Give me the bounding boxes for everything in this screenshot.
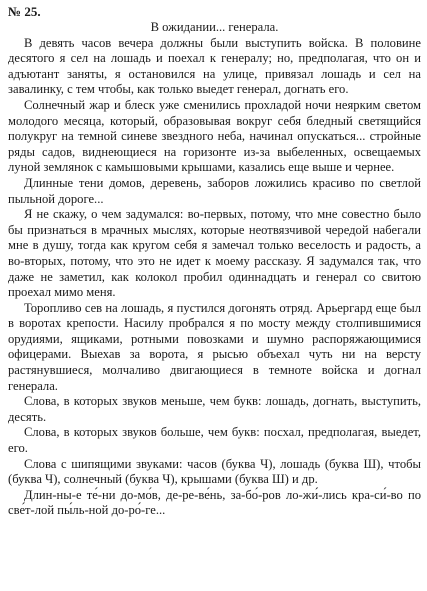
task-answer-fewer-sounds: Слова, в которых звуков меньше, чем букв: лошадь, догнать, выступить, десять.: [8, 394, 421, 424]
exercise-number: № 25.: [8, 4, 41, 19]
paragraph: Я не скажу, о чем задумался: во-первых, потому, что мне совестно было бы признаться в мрачных мыслях, которые неотвязчивой чередой набегали мне в душу, тогда как кругом себя я замечал только веселость и радость, а во-вторых, потому, что это не идет к моему рассказу. Я задумался так, что даже не заметил, как колокол пробил одиннадцать и генерал со свитою проехал мимо меня.: [8, 207, 421, 300]
task-answer-syllables: Длин-ны-е те́-ни до-мо́в, де-ре-ве́нь, за-бо́-ров ло-жи́-лись кра-си́-во по све́т-лой пы́ль-ной до-ро́-ге...: [8, 487, 421, 518]
task-answer-hissing-sounds: Слова с шипящими звуками: часов (буква Ч), лошадь (буква Ш), чтобы (буква Ч), солнечный (буква Ч), крышами (буква Ш) и др.: [8, 456, 421, 487]
paragraph: Солнечный жар и блеск уже сменились прохладой ночи неярким светом молодого месяца, который, образовывая вокруг себя бледный светящийся полукруг на темной синеве звездного неба, начинал опускаться... стройные ряды садов, виднеющиеся на горизонте из-за выбеленных, освещаемых луной землянок с камышовыми крышами, казались еще выше и чернее.: [8, 97, 421, 175]
paragraph: Торопливо сев на лошадь, я пустился догонять отряд. Арьергард еще был в воротах крепости. Насилу пробрался я по мосту между столпившимися орудиями, ящиками, ротными повозками и шумно распоряжающимися офицерами. Выехав за ворота, я рысью объехал чуть ни на версту растянувшиеся, молчаливо двигающиеся в темноте войска и догнал генерала.: [8, 300, 421, 393]
task-answer-more-sounds: Слова, в которых звуков больше, чем букв: посхал, предполагая, выедет, его.: [8, 425, 421, 456]
text-title: В ожидании... генерала.: [150, 20, 279, 34]
paragraph: Длинные тени домов, деревень, заборов ложились красиво по светлой пыльной дороге...: [8, 175, 421, 206]
paragraph: В девять часов вечера должны были выступить войска. В половине десятого я сел на лошадь и поехал к генералу; но, предполагая, что он и адъютант заняты, я остановился на улице, привязал лошадь и сел на завалинку, с тем чтобы, как только выедет генерал, догнать его.: [8, 35, 421, 97]
